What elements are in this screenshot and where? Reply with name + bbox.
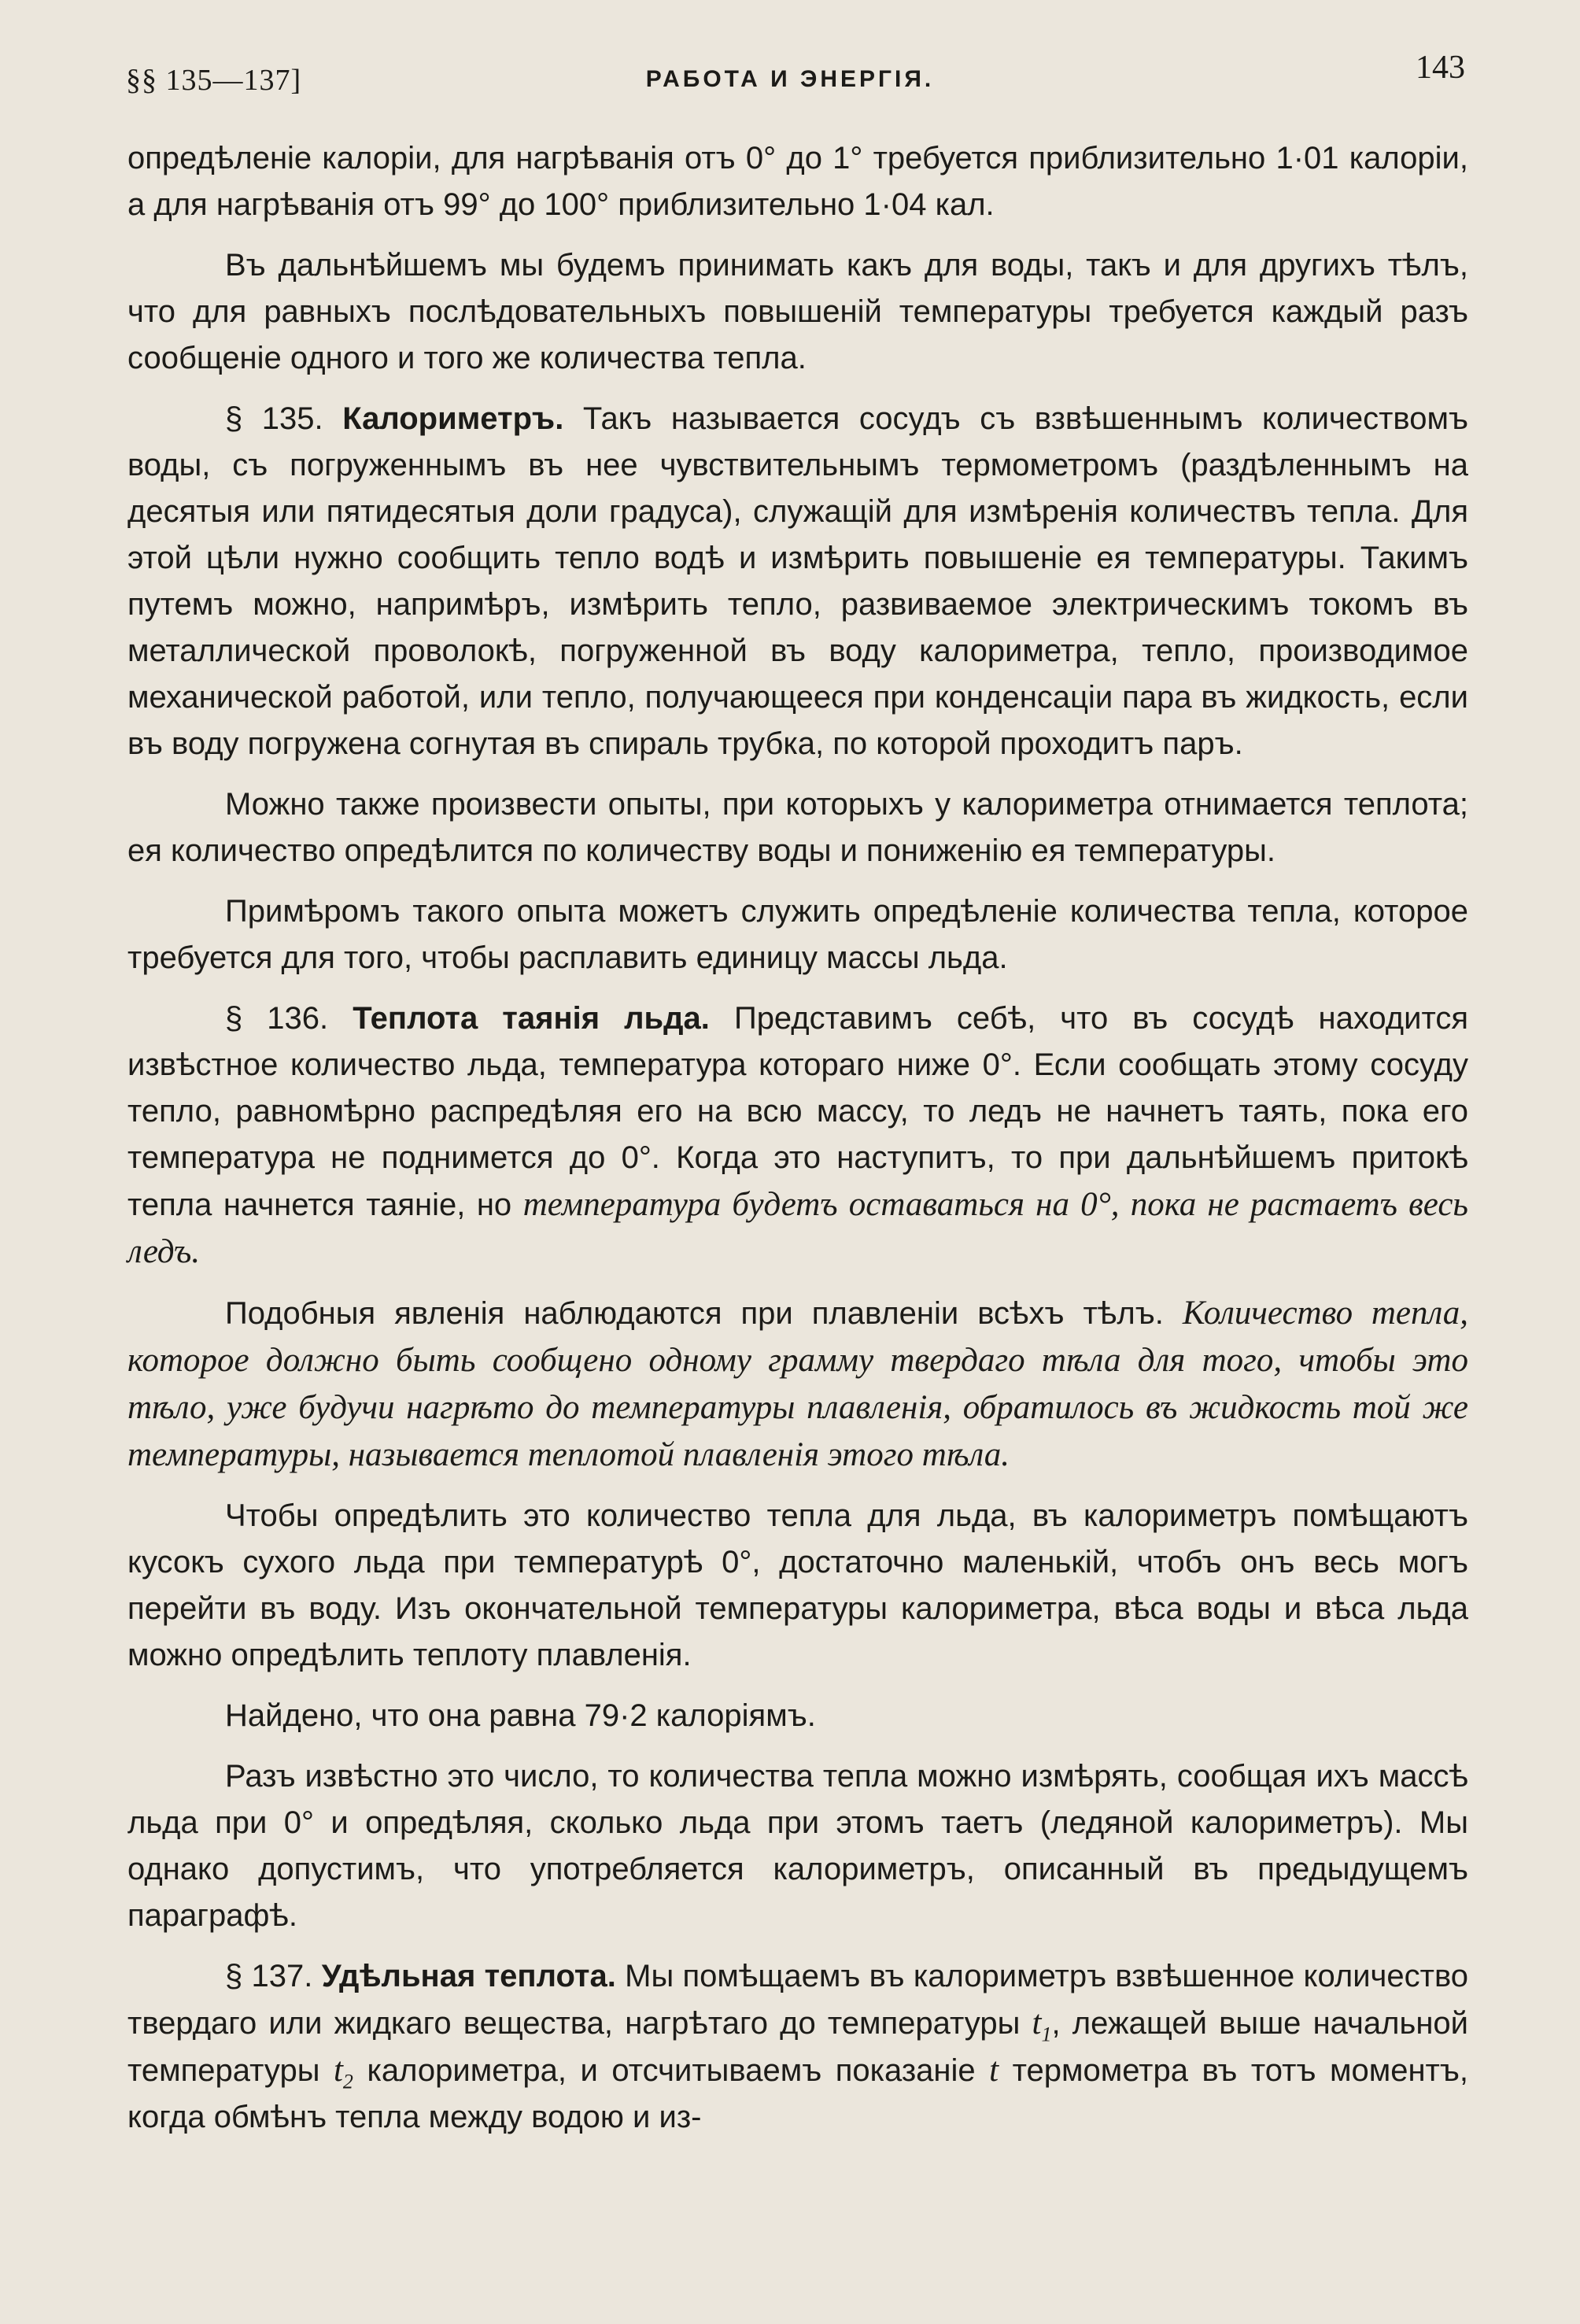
paragraph xyxy=(127,1753,1468,1939)
section-title: Удѣльная теплота. xyxy=(321,1959,616,1993)
paragraph xyxy=(127,242,1468,382)
paragraph-text: термометра въ тотъ моментъ, когда обмѣнъ тепла между водою и из- xyxy=(127,2053,1468,2134)
variable-t: t xyxy=(989,2052,999,2089)
section-title: Теплота таянія льда. xyxy=(353,1001,710,1036)
paragraph-text: Найдено, что она равна 79·2 калоріямъ. xyxy=(225,1698,816,1733)
variable-t2: $t_2$ xyxy=(333,2052,353,2093)
italic-text: температура будетъ оставаться на 0°, пока не растаетъ весь ледъ. xyxy=(127,1186,1468,1270)
paragraph xyxy=(127,781,1468,874)
section-title: Калориметръ. xyxy=(342,401,564,436)
paragraph-text: Подобныя явленія наблюдаются при плавленіи всѣхъ тѣлъ. xyxy=(225,1296,1164,1331)
paragraph-text: опредѣленіе калоріи, для нагрѣванія отъ 0° до 1° требуется приблизительно 1·01 калоріи, а для нагрѣванія отъ 99° до 100° приблизительно 1·04 кал. xyxy=(127,141,1468,222)
paragraph xyxy=(127,135,1468,228)
definition-italic-text: Количество тепла, которое должно быть сообщено одному грамму твердаго тѣла для того, чтобы это тѣло, уже будучи нагрѣто до температуры плавленія, обратилось въ жидкость той же температуры, называется теплотой плавленія этого тѣла. xyxy=(127,1295,1468,1473)
section-number: § 136. xyxy=(225,1001,329,1036)
page-number: 143 xyxy=(1416,50,1465,86)
paragraph xyxy=(127,1493,1468,1679)
paragraph-text: Примѣромъ такого опыта можетъ служить опредѣленіе количества тепла, которое требуется для того, чтобы расплавить единицу массы льда. xyxy=(127,894,1468,975)
section-number: § 137. xyxy=(225,1959,313,1993)
paragraph-text: Въ дальнѣйшемъ мы будемъ принимать какъ для воды, такъ и для другихъ тѣлъ, что для равныхъ послѣдовательныхъ повышеній температуры требуется каждый разъ сообщеніе одного и того же количества тепла. xyxy=(127,248,1468,375)
running-header xyxy=(126,49,1465,97)
paragraph-text: Мы помѣщаемъ въ калориметръ взвѣшенное количество твердаго или жидкаго вещества, нагрѣтаго до температуры xyxy=(127,1959,1469,2041)
paragraph xyxy=(127,1290,1468,1479)
running-title: РАБОТА И ЭНЕРГІЯ. xyxy=(645,66,935,92)
section-137 xyxy=(127,1953,1468,2141)
paragraph-text: Разъ извѣстно это число, то количества тепла можно измѣрять, сообщая ихъ массѣ льда при 0° и опредѣляя, сколько льда при этомъ таетъ (ледяной калориметръ). Мы однако допустимъ, что употребляется калориметръ, описанный въ предыдущемъ параграфѣ. xyxy=(127,1759,1468,1933)
paragraph-text: , лежащей выше начальной температуры xyxy=(127,2006,1468,2088)
paragraph-text: калориметра, и отсчитываемъ показаніе xyxy=(367,2053,976,2088)
paragraph-text: Такъ называется сосудъ съ взвѣшеннымъ количествомъ воды, съ погруженнымъ въ нее чувствительнымъ термометромъ (раздѣленнымъ на десятыя или пятидесятыя доли градуса), служащій для измѣренія количествъ тепла. Для этой цѣли нужно сообщить тепло водѣ и измѣрить повышеніе ея температуры. Такимъ путемъ можно, напримѣръ, измѣрить тепло, развиваемое электрическимъ токомъ въ металлической проволокѣ, погруженной въ воду калориметра, тепло, производимое механической работой, или тепло, получающееся при конденсаціи пара въ жидкость, если въ воду погружена согнутая въ спираль трубка, по которой проходитъ паръ. xyxy=(127,401,1468,761)
variable-t1: $t_1$ xyxy=(1032,2004,1052,2046)
section-135 xyxy=(127,396,1468,767)
paragraph-text: Можно также произвести опыты, при которыхъ у калориметра отнимается теплота; ея количество опредѣлится по количеству воды и пониженію ея температуры. xyxy=(127,787,1468,868)
paragraph-text: Представимъ себѣ, что въ сосудѣ находится извѣстное количество льда, температура котораго ниже 0°. Если сообщать этому сосуду тепло, равномѣрно распредѣляя его на всю массу, то ледъ не начнетъ таять, пока его температура не поднимется до 0°. Когда это наступитъ, то при дальнѣйшемъ притокѣ тепла начнется таяніе, но xyxy=(127,1001,1468,1222)
section-range: §§ 135—137] xyxy=(126,64,302,97)
paragraph-text: Чтобы опредѣлить это количество тепла для льда, въ калориметръ помѣщаютъ кусокъ сухого льда при температурѣ 0°, достаточно маленькій, чтобъ онъ весь могъ перейти въ воду. Изъ окончательной температуры калориметра, вѣса воды и вѣса льда можно опредѣлить теплоту плавленія. xyxy=(127,1498,1468,1672)
section-number: § 135. xyxy=(225,401,323,436)
section-136 xyxy=(127,996,1468,1276)
paragraph xyxy=(127,1693,1468,1739)
page-body xyxy=(127,135,1468,2141)
paragraph xyxy=(127,889,1468,981)
